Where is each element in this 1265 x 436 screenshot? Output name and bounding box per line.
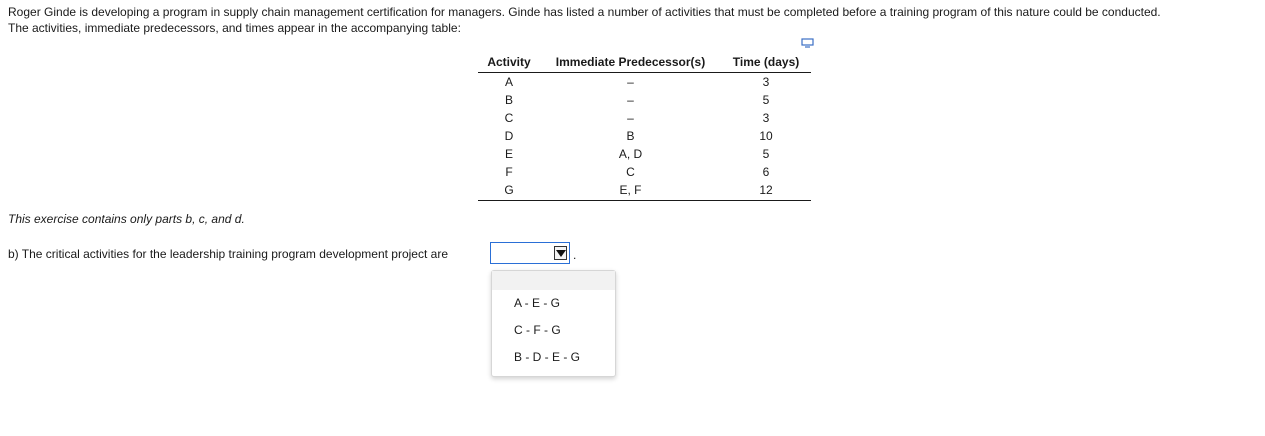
cell-activity: C [504, 111, 514, 125]
cell-activity: F [505, 165, 513, 179]
expand-table-icon[interactable] [801, 38, 815, 48]
cell-predecessor: E, F [619, 183, 642, 197]
problem-statement [8, 4, 1263, 36]
critical-activities-select[interactable] [490, 242, 570, 264]
cell-predecessor: – [627, 111, 634, 125]
cell-predecessor: A, D [618, 147, 643, 161]
activity-table [478, 52, 811, 201]
table-row [478, 127, 811, 145]
cell-activity: G [504, 183, 514, 197]
sentence-period: . [573, 248, 577, 262]
cell-activity: D [504, 129, 514, 143]
header-activity: Activity [487, 55, 531, 69]
cell-activity: B [504, 93, 513, 107]
cell-activity: A [504, 75, 513, 89]
table-row [478, 73, 811, 91]
exercise-note: This exercise contains only parts b, c, and d. [8, 212, 245, 226]
table-row [478, 109, 811, 127]
header-predecessors: Immediate Predecessor(s) [555, 55, 706, 69]
problem-line-2: The activities, immediate predecessors, and times appear in the accompanying table: [8, 21, 461, 35]
table-row [478, 145, 811, 163]
question-b-text: b) The critical activities for the leadership training program development project are [8, 247, 448, 261]
dropdown-menu [491, 270, 616, 377]
header-time: Time (days) [732, 55, 800, 69]
dropdown-blank-option[interactable] [492, 271, 615, 290]
cell-time: 12 [759, 183, 773, 197]
cell-time: 10 [759, 129, 773, 143]
problem-line-1: Roger Ginde is developing a program in supply chain management certification for managers. Ginde has listed a number of activities that must be completed before a training program of this nature could be conducted. [8, 5, 1161, 19]
dropdown-option[interactable]: B - D - E - G [514, 350, 580, 364]
table-body [478, 73, 811, 201]
cell-time: 6 [762, 165, 770, 179]
cell-time: 3 [762, 111, 770, 125]
cell-time: 5 [762, 93, 770, 107]
cell-predecessor: – [627, 75, 634, 89]
cell-predecessor: B [626, 129, 635, 143]
dropdown-arrow-icon[interactable] [554, 246, 567, 260]
cell-predecessor: C [626, 165, 635, 179]
table-header [478, 52, 811, 73]
table-row [478, 181, 811, 199]
cell-time: 3 [762, 75, 770, 89]
cell-predecessor: – [627, 93, 634, 107]
table-row [478, 91, 811, 109]
cell-activity: E [504, 147, 513, 161]
dropdown-option[interactable]: C - F - G [514, 323, 561, 337]
dropdown-option[interactable]: A - E - G [514, 296, 561, 310]
cell-time: 5 [762, 147, 770, 161]
table-row [478, 163, 811, 181]
